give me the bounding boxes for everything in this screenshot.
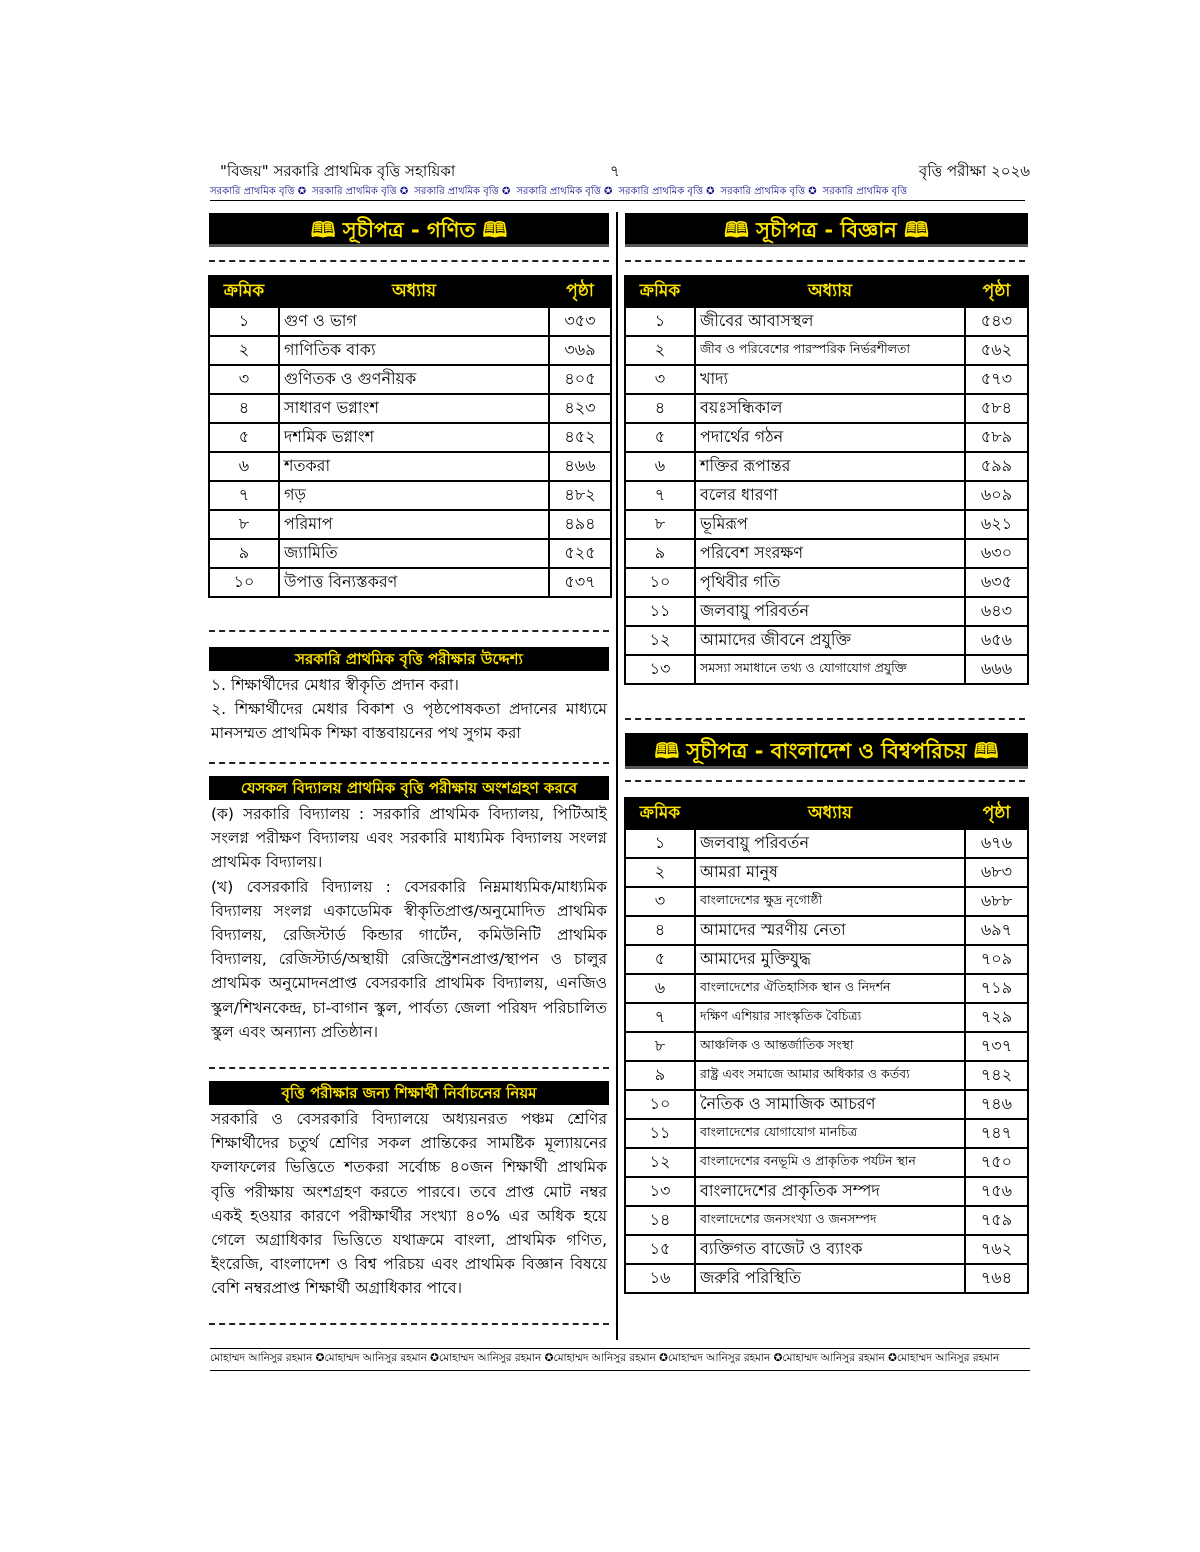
row-number: ১৩ bbox=[625, 1177, 695, 1206]
page-number: ৭ bbox=[610, 162, 620, 180]
col-header-chapter: অধ্যায় bbox=[695, 798, 965, 829]
row-number: ৮ bbox=[209, 510, 279, 539]
science-toc-title: 🕮 সূচীপত্র - বিজ্ঞান 🕮 bbox=[625, 213, 1028, 247]
page-number: ৬০৯ bbox=[965, 481, 1028, 510]
row-number: ১০ bbox=[209, 568, 279, 597]
row-number: ৫ bbox=[625, 423, 695, 452]
page-header bbox=[210, 160, 1030, 180]
table-row bbox=[625, 307, 1028, 336]
strip-item: মোহাম্মদ আনিসুর রহমান ✪ bbox=[782, 1352, 897, 1364]
chapter-name: জলবায়ু পরিবর্তন bbox=[695, 597, 965, 626]
page-number: ৭০৯ bbox=[965, 945, 1028, 974]
page-number: ৭৪৬ bbox=[965, 1090, 1028, 1119]
col-header-no: ক্রমিক bbox=[625, 798, 695, 829]
page-number: ৬৪৩ bbox=[965, 597, 1028, 626]
col-header-page: পৃষ্ঠা bbox=[549, 276, 611, 307]
row-number: ৫ bbox=[209, 423, 279, 452]
row-number: ৪ bbox=[625, 916, 695, 945]
table-row bbox=[209, 568, 611, 597]
chapter-name: বলের ধারণা bbox=[695, 481, 965, 510]
bgs-toc-title: 🕮 সূচীপত্র - বাংলাদেশ ও বিশ্বপরিচয় 🕮 bbox=[625, 733, 1028, 769]
chapter-name: বাংলাদেশের ঐতিহাসিক স্থান ও নিদর্শন bbox=[695, 974, 965, 1003]
table-row bbox=[209, 452, 611, 481]
math-toc-table bbox=[208, 275, 612, 598]
table-row bbox=[625, 336, 1028, 365]
strip-item: সরকারি প্রাথমিক বৃত্তি ✪ bbox=[516, 186, 613, 197]
table-row bbox=[209, 336, 611, 365]
table-row bbox=[625, 916, 1028, 945]
col-header-chapter: অধ্যায় bbox=[695, 276, 965, 307]
purpose-point-2: ২. শিক্ষার্থীদের মেধার বিকাশ ও পৃষ্ঠপোষকতা প্রদানের মাধ্যমে মানসম্মত প্রাথমিক শিক্ষা বাস্তবায়নের পথ সুগম করা bbox=[211, 700, 607, 743]
header-strip bbox=[210, 184, 1025, 201]
strip-item: মোহাম্মদ আনিসুর রহমান ✪ bbox=[667, 1352, 783, 1364]
chapter-name: বাংলাদেশের বনভূমি ও প্রাকৃতিক পর্যটন স্থান bbox=[695, 1148, 965, 1177]
row-number: ৫ bbox=[625, 945, 695, 974]
page-number: ৬৮৩ bbox=[965, 858, 1028, 887]
page-number: ৫৮৪ bbox=[965, 394, 1028, 423]
chapter-name: জীব ও পরিবেশের পারস্পরিক নির্ভরশীলতা bbox=[695, 336, 965, 365]
chapter-name: ভূমিরূপ bbox=[695, 510, 965, 539]
table-row bbox=[625, 1061, 1028, 1090]
book-title: "বিজয়" সরকারি প্রাথমিক বৃত্তি সহায়িকা bbox=[220, 162, 456, 180]
page-number: ৫৯৯ bbox=[965, 452, 1028, 481]
row-number: ৭ bbox=[209, 481, 279, 510]
column-divider bbox=[616, 212, 618, 1340]
chapter-name: শতকরা bbox=[279, 452, 549, 481]
table-row bbox=[209, 307, 611, 336]
dashed-divider bbox=[209, 630, 609, 632]
selection-title: বৃত্তি পরীক্ষার জন্য শিক্ষার্থী নির্বাচনের নিয়ম bbox=[209, 1081, 609, 1105]
col-header-chapter: অধ্যায় bbox=[279, 276, 549, 307]
table-row bbox=[625, 1177, 1028, 1206]
page-number: ৬৯৭ bbox=[965, 916, 1028, 945]
chapter-name: শক্তির রূপান্তর bbox=[695, 452, 965, 481]
dashed-divider bbox=[625, 260, 1025, 262]
purpose-point-1: ১. শিক্ষার্থীদের মেধার স্বীকৃতি প্রদান করা। bbox=[211, 676, 459, 694]
chapter-name: পদার্থের গঠন bbox=[695, 423, 965, 452]
table-row bbox=[625, 858, 1028, 887]
chapter-name: গুণিতক ও গুণনীয়ক bbox=[279, 365, 549, 394]
table-row bbox=[209, 539, 611, 568]
page-number: ৩৬৯ bbox=[549, 336, 611, 365]
chapter-name: গুণ ও ভাগ bbox=[279, 307, 549, 336]
dashed-divider bbox=[209, 260, 609, 262]
chapter-name: নৈতিক ও সামাজিক আচরণ bbox=[695, 1090, 965, 1119]
chapter-name: পরিবেশ সংরক্ষণ bbox=[695, 539, 965, 568]
page-number: ৪৫২ bbox=[549, 423, 611, 452]
chapter-name: আমাদের মুক্তিযুদ্ধ bbox=[695, 945, 965, 974]
chapter-name: দক্ষিণ এশিয়ার সাংস্কৃতিক বৈচিত্র্য bbox=[695, 1003, 965, 1032]
chapter-name: জরুরি পরিস্থিতি bbox=[695, 1264, 965, 1293]
page-number: ৭৫৬ bbox=[965, 1177, 1028, 1206]
page-number: ৫৮৯ bbox=[965, 423, 1028, 452]
page-number: ৫৩৭ bbox=[549, 568, 611, 597]
col-header-no: ক্রমিক bbox=[209, 276, 279, 307]
strip-item: সরকারি প্রাথমিক বৃত্তি ✪ bbox=[720, 186, 817, 197]
table-row bbox=[209, 365, 611, 394]
row-number: ১১ bbox=[625, 597, 695, 626]
table-row bbox=[625, 394, 1028, 423]
chapter-name: ব্যক্তিগত বাজেট ও ব্যাংক bbox=[695, 1235, 965, 1264]
purpose-title: সরকারি প্রাথমিক বৃত্তি পরীক্ষার উদ্দেশ্য bbox=[209, 647, 609, 671]
strip-item: মোহাম্মদ আনিসুর রহমান bbox=[896, 1352, 1000, 1364]
row-number: ৮ bbox=[625, 510, 695, 539]
page-number: ৫৭৩ bbox=[965, 365, 1028, 394]
page-number: ৪৯৪ bbox=[549, 510, 611, 539]
table-row bbox=[625, 1032, 1028, 1061]
chapter-name: গড় bbox=[279, 481, 549, 510]
dashed-divider bbox=[625, 718, 1025, 720]
page-number: ৬৮৮ bbox=[965, 887, 1028, 916]
page-number: ৭৫০ bbox=[965, 1148, 1028, 1177]
chapter-name: সমস্যা সমাধানে তথ্য ও যোগাযোগ প্রযুক্তি bbox=[695, 655, 965, 684]
table-row bbox=[625, 539, 1028, 568]
row-number: ১ bbox=[625, 829, 695, 858]
chapter-name: দশমিক ভগ্নাংশ bbox=[279, 423, 549, 452]
chapter-name: পরিমাপ bbox=[279, 510, 549, 539]
page-number: ৭১৯ bbox=[965, 974, 1028, 1003]
schools-text bbox=[211, 802, 607, 1044]
strip-item: সরকারি প্রাথমিক বৃত্তি ✪ bbox=[414, 186, 511, 197]
row-number: ১০ bbox=[625, 1090, 695, 1119]
chapter-name: আঞ্চলিক ও আন্তর্জাতিক সংস্থা bbox=[695, 1032, 965, 1061]
table-row bbox=[625, 945, 1028, 974]
table-row bbox=[209, 394, 611, 423]
row-number: ৩ bbox=[209, 365, 279, 394]
row-number: ৭ bbox=[625, 1003, 695, 1032]
strip-item: সরকারি প্রাথমিক বৃত্তি ✪ bbox=[312, 186, 409, 197]
strip-item: সরকারি প্রাথমিক বৃত্তি ✪ bbox=[210, 186, 307, 197]
table-row bbox=[625, 1119, 1028, 1148]
table-row bbox=[625, 481, 1028, 510]
row-number: ৩ bbox=[625, 887, 695, 916]
chapter-name: উপাত্ত বিন্যস্তকরণ bbox=[279, 568, 549, 597]
table-row bbox=[625, 452, 1028, 481]
table-row bbox=[625, 423, 1028, 452]
row-number: ১ bbox=[625, 307, 695, 336]
chapter-name: খাদ্য bbox=[695, 365, 965, 394]
row-number: ৯ bbox=[209, 539, 279, 568]
col-header-page: পৃষ্ঠা bbox=[965, 798, 1028, 829]
chapter-name: গাণিতিক বাক্য bbox=[279, 336, 549, 365]
chapter-name: পৃথিবীর গতি bbox=[695, 568, 965, 597]
row-number: ১০ bbox=[625, 568, 695, 597]
col-header-no: ক্রমিক bbox=[625, 276, 695, 307]
row-number: ১৪ bbox=[625, 1206, 695, 1235]
row-number: ৪ bbox=[209, 394, 279, 423]
chapter-name: বাংলাদেশের জনসংখ্যা ও জনসম্পদ bbox=[695, 1206, 965, 1235]
table-row bbox=[209, 423, 611, 452]
row-number: ৬ bbox=[209, 452, 279, 481]
page-number: ৬৬৬ bbox=[965, 655, 1028, 684]
chapter-name: বাংলাদেশের প্রাকৃতিক সম্পদ bbox=[695, 1177, 965, 1206]
page-number: ৫৪৩ bbox=[965, 307, 1028, 336]
row-number: ১৫ bbox=[625, 1235, 695, 1264]
chapter-name: বাংলাদেশের ক্ষুদ্র নৃগোষ্ঠী bbox=[695, 887, 965, 916]
bgs-toc-table bbox=[624, 797, 1029, 1294]
dashed-divider bbox=[625, 780, 1025, 782]
table-row bbox=[625, 1148, 1028, 1177]
page-number: ৫২৫ bbox=[549, 539, 611, 568]
strip-item: মোহাম্মদ আনিসুর রহমান ✪ bbox=[553, 1352, 668, 1364]
row-number: ২ bbox=[625, 858, 695, 887]
row-number: ১২ bbox=[625, 1148, 695, 1177]
selection-text bbox=[211, 1107, 607, 1301]
page-number: ৬৩৫ bbox=[965, 568, 1028, 597]
table-row bbox=[625, 829, 1028, 858]
table-row bbox=[625, 974, 1028, 1003]
table-row bbox=[625, 626, 1028, 655]
chapter-name: আমরা মানুষ bbox=[695, 858, 965, 887]
page-number: ৬৫৬ bbox=[965, 626, 1028, 655]
strip-item: মোহাম্মদ আনিসুর রহমান ✪ bbox=[324, 1352, 439, 1364]
chapter-name: জলবায়ু পরিবর্তন bbox=[695, 829, 965, 858]
schools-private: (খ) বেসরকারি বিদ্যালয় : বেসরকারি নিম্নমাধ্যমিক/মাধ্যমিক বিদ্যালয় সংলগ্ন একাডেমিক স্বীকৃতিপ্রাপ্ত/অনুমোদিত প্রাথমিক বিদ্যালয়, রেজিস্টার্ড কিন্ডার গার্টেন, কমিউনিটি প্রাথমিক বিদ্যালয়, রেজিস্টার্ড/অস্থায়ী রেজিস্ট্রেশনপ্রাপ্ত/স্থাপন ও চালুর প্রাথমিক অনুমোদনপ্রাপ্ত বেসরকারি প্রাথমিক বিদ্যালয়, এনজিও স্কুল/শিখনকেন্দ্র, চা-বাগান স্কুল, পার্বত্য জেলা পরিষদ পরিচালিত স্কুল এবং অন্যান্য প্রতিষ্ঠান। bbox=[211, 877, 607, 1041]
page-number: ৪২৩ bbox=[549, 394, 611, 423]
row-number: ৭ bbox=[625, 481, 695, 510]
row-number: ১২ bbox=[625, 626, 695, 655]
page-number: ৭৩৭ bbox=[965, 1032, 1028, 1061]
chapter-name: জ্যামিতি bbox=[279, 539, 549, 568]
page-number: ৪৮২ bbox=[549, 481, 611, 510]
purpose-text bbox=[211, 673, 607, 746]
page-number: ৭৬৪ bbox=[965, 1264, 1028, 1293]
schools-govt: (ক) সরকারি বিদ্যালয় : সরকারি প্রাথমিক বিদ্যালয়, পিটিআই সংলগ্ন পরীক্ষণ বিদ্যালয় এবং সরকারি মাধ্যমিক বিদ্যালয় সংলগ্ন প্রাথমিক বিদ্যালয়। bbox=[211, 805, 607, 872]
strip-item: মোহাম্মদ আনিসুর রহমান ✪ bbox=[438, 1352, 554, 1364]
row-number: ১৬ bbox=[625, 1264, 695, 1293]
table-row bbox=[625, 887, 1028, 916]
row-number: ৬ bbox=[625, 974, 695, 1003]
page-number: ৪০৫ bbox=[549, 365, 611, 394]
science-toc-table bbox=[624, 275, 1029, 685]
page-number: ৭২৯ bbox=[965, 1003, 1028, 1032]
strip-item: সরকারি প্রাথমিক বৃত্তি ✪ bbox=[618, 186, 715, 197]
page-number: ৩৫৩ bbox=[549, 307, 611, 336]
page-number: ৪৬৬ bbox=[549, 452, 611, 481]
row-number: ১৩ bbox=[625, 655, 695, 684]
table-row bbox=[209, 481, 611, 510]
dashed-divider bbox=[209, 762, 609, 764]
table-row bbox=[625, 568, 1028, 597]
table-row bbox=[625, 1264, 1028, 1293]
strip-item: মোহাম্মদ আনিসুর রহমান ✪ bbox=[210, 1352, 325, 1364]
chapter-name: বাংলাদেশের যোগাযোগ মানচিত্র bbox=[695, 1119, 965, 1148]
chapter-name: আমাদের স্মরণীয় নেতা bbox=[695, 916, 965, 945]
chapter-name: আমাদের জীবনে প্রযুক্তি bbox=[695, 626, 965, 655]
row-number: ১ bbox=[209, 307, 279, 336]
selection-rule: সরকারি ও বেসরকারি বিদ্যালয়ে অধ্যয়নরত পঞ্চম শ্রেণির শিক্ষার্থীদের চতুর্থ শ্রেণির সকল প্রান্তিকের সামষ্টিক মূল্যায়নের ফলাফলের ভিত্তিতে শতকরা সর্বোচ্চ ৪০জন শিক্ষার্থী প্রাথমিক বৃত্তি পরীক্ষায় অংশগ্রহণ করতে পারবে। তবে প্রাপ্ত মোট নম্বর একই হওয়ার কারণে পরীক্ষার্থীর সংখ্যা ৪০% এর অধিক হয়ে গেলে অগ্রাধিকার ভিত্তিতে যথাক্রমে বাংলা, প্রাথমিক গণিত, ইংরেজি, বাংলাদেশ ও বিশ্ব পরিচয় এবং প্রাথমিক বিজ্ঞান বিষয়ে বেশি নম্বরপ্রাপ্ত শিক্ষার্থী অগ্রাধিকার পাবে। bbox=[211, 1110, 607, 1298]
page-number: ৬২১ bbox=[965, 510, 1028, 539]
math-toc-title: 🕮 সূচীপত্র - গণিত 🕮 bbox=[209, 213, 609, 247]
row-number: ৬ bbox=[625, 452, 695, 481]
chapter-name: সাধারণ ভগ্নাংশ bbox=[279, 394, 549, 423]
chapter-name: রাষ্ট্র এবং সমাজে আমার অধিকার ও কর্তব্য bbox=[695, 1061, 965, 1090]
table-row bbox=[209, 510, 611, 539]
exam-title: বৃত্তি পরীক্ষা ২০২৬ bbox=[918, 162, 1030, 180]
table-row bbox=[625, 1003, 1028, 1032]
chapter-name: জীবের আবাসস্থল bbox=[695, 307, 965, 336]
footer-strip bbox=[210, 1348, 1030, 1371]
row-number: ৯ bbox=[625, 539, 695, 568]
row-number: ৩ bbox=[625, 365, 695, 394]
dashed-divider bbox=[209, 1067, 609, 1069]
table-row bbox=[625, 597, 1028, 626]
page-number: ৬৩০ bbox=[965, 539, 1028, 568]
page-number: ৭৬২ bbox=[965, 1235, 1028, 1264]
table-row bbox=[625, 510, 1028, 539]
schools-title: যেসকল বিদ্যালয় প্রাথমিক বৃত্তি পরীক্ষায় অংশগ্রহণ করবে bbox=[209, 776, 609, 800]
row-number: ২ bbox=[209, 336, 279, 365]
dashed-divider bbox=[209, 1323, 609, 1325]
page-number: ৫৬২ bbox=[965, 336, 1028, 365]
row-number: ১১ bbox=[625, 1119, 695, 1148]
col-header-page: পৃষ্ঠা bbox=[965, 276, 1028, 307]
chapter-name: বয়ঃসন্ধিকাল bbox=[695, 394, 965, 423]
table-row bbox=[625, 365, 1028, 394]
row-number: ২ bbox=[625, 336, 695, 365]
row-number: ৯ bbox=[625, 1061, 695, 1090]
page-number: ৭৫৯ bbox=[965, 1206, 1028, 1235]
table-row bbox=[625, 1235, 1028, 1264]
page-number: ৬৭৬ bbox=[965, 829, 1028, 858]
page-number: ৭৪৭ bbox=[965, 1119, 1028, 1148]
row-number: ৪ bbox=[625, 394, 695, 423]
table-row bbox=[625, 1090, 1028, 1119]
row-number: ৮ bbox=[625, 1032, 695, 1061]
page-number: ৭৪২ bbox=[965, 1061, 1028, 1090]
table-row bbox=[625, 655, 1028, 684]
table-row bbox=[625, 1206, 1028, 1235]
strip-item: সরকারি প্রাথমিক বৃত্তি bbox=[822, 186, 908, 197]
